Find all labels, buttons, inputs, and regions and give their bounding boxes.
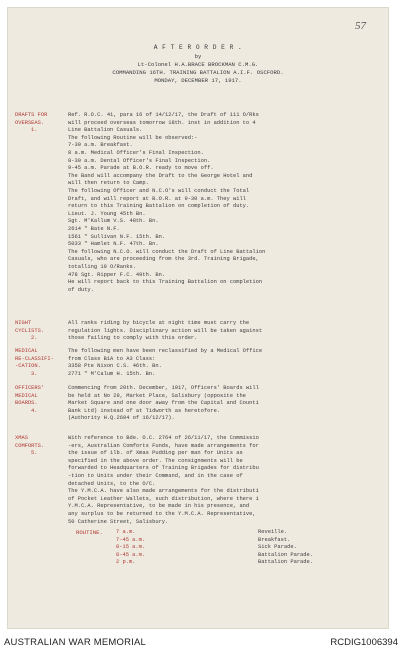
- section-body-line: Ref. R.O.C. 41, para 16 of 14/12/17, the Draft of 111 O/Rks: [68, 112, 259, 118]
- section-heading-line: -CATION.: [15, 363, 41, 370]
- section-body-line: The following Routine will be observed:-: [68, 134, 198, 141]
- section-heading-line: 2.: [31, 335, 38, 342]
- section-heading-line: DRAFTS FOR: [15, 112, 48, 118]
- section-body-line: any surplus to be returned to the Y.M.C.A. Representative,: [68, 511, 256, 517]
- section-body-line: 2614 " Bate N.F.: [68, 226, 120, 232]
- routine-event: Battalion Parade.: [258, 551, 313, 558]
- section-body-line: The following men have been reclassified by a Medical Office: [68, 348, 263, 354]
- section-body-line: 2771 " M'Calum H. 15th. Bn.: [68, 370, 156, 377]
- section-heading-line: COMFORTS.: [15, 442, 45, 449]
- section-body-line: of duty.: [68, 286, 94, 293]
- section-body-line: Casuals, who are proceeding from the 3rd. Training Brigade,: [68, 256, 259, 263]
- section-body-line: detached Units, to the O/C.: [68, 480, 156, 487]
- section-body-line: -tion to Units under their Command, and in the case of: [68, 473, 243, 479]
- section-body-line: will proceed overseas tomorrow 18th. inst in addition to 4: [68, 119, 256, 126]
- routine-time: 7 a.m.: [116, 529, 136, 535]
- section-body-line: 5033 " Hamlet N.F. 47th. Bn.: [68, 241, 159, 248]
- section-heading-line: 3.: [31, 370, 38, 377]
- section-body-line: those failing to comply with this order.: [68, 335, 198, 342]
- section-body-line: The Band will accompany the Draft to the George Hotel and: [68, 172, 253, 179]
- routine-event: Sick Parade.: [258, 544, 297, 551]
- routine-label: ROUTINE.: [76, 529, 103, 536]
- section-body-line: With reference to Bde. O.C. 2764 of 26/11/17, the Commissio: [68, 435, 259, 441]
- section-body-line: 9-45 a.m. Parade at B.O.R. ready to move off.: [68, 165, 214, 172]
- section-heading-line: MEDICAL: [15, 348, 38, 354]
- routine-time: 8-15 a.m.: [116, 544, 146, 551]
- routine-time: 7-45 a.m.: [116, 536, 146, 543]
- section-heading-line: CYCLISTS.: [15, 327, 45, 334]
- header-commander: Lt-Colonel H.A.BRACE BROCKMAN C.M.G.: [137, 61, 259, 68]
- section-body-line: 8-30 a.m. Dental Officer's Final Inspection.: [68, 157, 211, 164]
- section-heading-line: 4.: [31, 407, 38, 414]
- section-body-line: 50 Catherine Street, Salisbury.: [68, 518, 169, 525]
- archive-footer: [0, 632, 404, 653]
- section-body-line: The Y.M.C.A. have also made arrangements for the distributi: [68, 488, 259, 495]
- section-heading-line: XMAS: [15, 435, 28, 441]
- routine-time: 8-45 a.m.: [116, 551, 146, 558]
- section-body-line: Sgt. M'Kallum V.S. 48th. Bn.: [68, 218, 159, 225]
- section-body-line: All ranks riding by bicycle at night time must carry the: [68, 320, 250, 326]
- section-body-line: He will report back to this Training Battalion on completion: [68, 279, 263, 286]
- section-body-line: 8 a.m. Medical Officer's Final Inspection.: [68, 150, 204, 156]
- section-body-line: regulation lights. Disciplinary action will be taken against: [68, 327, 263, 334]
- archive-reference: RCDIG1006394: [330, 637, 398, 648]
- page-number: 57: [355, 20, 366, 32]
- section-body-line: from Class B1A to A3 Class:: [68, 355, 156, 362]
- section-body-line: Bank Ltd) instead of at Tidworth as heretofore.: [68, 407, 221, 414]
- section-body-line: Lieut. J. Young 45th Bn.: [68, 210, 146, 217]
- header-date: MONDAY, DECEMBER 17, 1917.: [154, 77, 242, 84]
- section-body-line: 1561 " Sullivan N.F. 15th. Bn.: [68, 233, 166, 240]
- section-body-line: specified in the above order. The consignments will be: [68, 457, 243, 464]
- section-body-line: 7-30 a.m. Breakfast.: [68, 142, 133, 149]
- section-body-line: the issue of 1lb. of Xmas Pudding per man for Units as: [68, 450, 243, 457]
- section-heading-line: MEDICAL: [15, 392, 38, 399]
- section-body-line: (Authority H.Q.2604 of 16/12/17).: [68, 415, 175, 422]
- section-body-line: Market Square and one door away from the Capital and Counti: [68, 400, 259, 407]
- section-heading-line: NIGHT: [15, 320, 32, 326]
- section-body-line: of Pocket Leather Wallets, such distribution, where there i: [68, 495, 259, 502]
- section-body-line: 478 Sgt. Ripper F.C. 49th. Bn.: [68, 271, 166, 278]
- section-heading-line: OFFICERS': [15, 385, 45, 391]
- section-body-line: Draft, and will report at B.O.R. at 9-30 a.m. They will: [68, 195, 246, 202]
- header-by: by: [194, 53, 202, 60]
- routine-event: Reveille.: [258, 529, 288, 535]
- header-unit: COMMANDING 16TH. TRAINING BATTALION A.I.F. OSCFORD.: [112, 69, 284, 76]
- document-title: A F T E R O R D E R .: [153, 44, 243, 51]
- section-heading-line: 5.: [31, 450, 38, 457]
- section-body-line: Commencing from 20th. December, 1917, Officers' Boards will: [68, 385, 259, 391]
- section-body-line: Y.M.C.A. Representative, to be made in his presence, and: [68, 503, 250, 510]
- section-body-line: return to this Training Battalion on completion of duty.: [68, 203, 250, 210]
- section-body-line: forwarded to Headquarters of Training Brigades for distribu: [68, 465, 259, 472]
- section-heading-line: OVERSEAS.: [15, 119, 45, 126]
- routine-event: Breakfast.: [258, 536, 291, 543]
- archive-name: AUSTRALIAN WAR MEMORIAL: [4, 637, 147, 648]
- routine-event: Battalion Parade.: [258, 559, 313, 566]
- routine-time: 2 p.m.: [116, 559, 136, 566]
- section-body-line: Line Battalion Casuals.: [68, 127, 143, 134]
- section-body-line: -ers, Australian Comforts Funds, have made arrangements for: [68, 442, 259, 449]
- section-body-line: 3358 Pte Nixon C.S. 46th. Bn.: [68, 363, 162, 370]
- section-body-line: totalling 19 O/Ranks.: [68, 264, 136, 270]
- section-body-line: be held at No 29, Market Place, Salisbury (opposite the: [68, 392, 246, 399]
- section-heading-line: 1.: [31, 127, 38, 134]
- section-heading-line: BOARDS.: [15, 400, 38, 407]
- section-body-line: The following N.C.O. will conduct the Draft of Line Battalion: [68, 248, 266, 255]
- section-heading-line: RE-CLASSIFI-: [15, 355, 54, 362]
- section-body-line: will then return to Camp.: [68, 180, 149, 187]
- section-body-line: The following Officer and N.C.O's will conduct the Total: [68, 188, 250, 194]
- document-page: [8, 8, 388, 628]
